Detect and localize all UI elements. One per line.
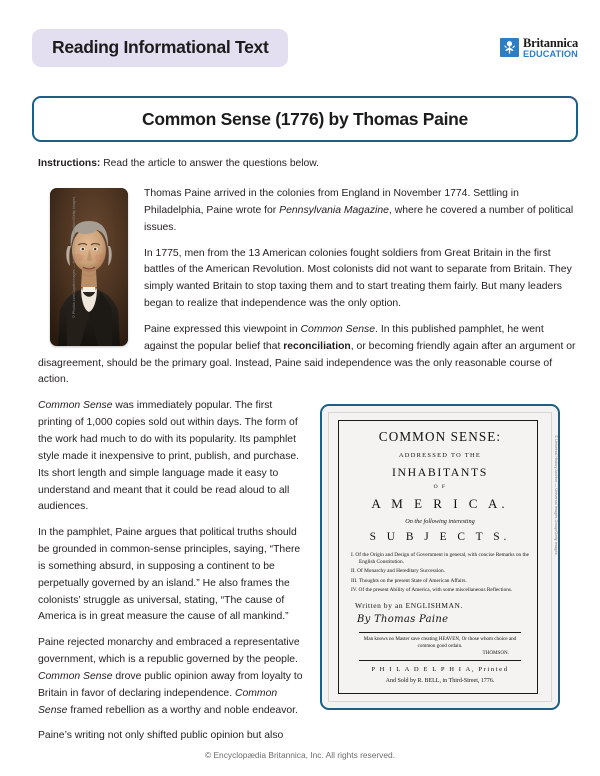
pamphlet-america: A M E R I C A. [371, 496, 509, 512]
pamphlet-credit: © Universal History Archive — Universal Images Group/Getty Images [554, 435, 560, 555]
pamphlet-title: COMMON SENSE: [378, 429, 502, 445]
pamphlet-city: P H I L A D E L P H I A, Printed [371, 666, 509, 674]
brand-wordmark [523, 37, 578, 60]
pamphlet-of: O F [433, 484, 447, 491]
pamphlet-subjects: S U B J E C T S. [369, 531, 511, 544]
pamphlet-subject-item: IV. Of the present Ability of America, with some miscellaneous Reflections. [351, 587, 513, 594]
pamphlet-subject-item: III. Thoughts on the present State of American Affairs. [351, 577, 467, 584]
pamphlet-addressed: ADDRESSED TO THE [398, 451, 482, 459]
pamphlet-epigraph-attribution: THOMSON. [482, 650, 509, 657]
portrait-credit: © Photos.com/Jupiterimages — Hulton Fine Art Collection/Getty Images [72, 196, 77, 318]
britannica-education-logo [500, 37, 578, 60]
category-pill: Reading Informational Text [32, 29, 288, 66]
pamphlet-inhabitants: INHABITANTS [392, 465, 488, 480]
instructions-label: Instructions: [38, 158, 101, 169]
pamphlet-sold-by: And Sold by R. BELL, in Third-Street, 1776. [385, 677, 495, 684]
instructions-line [38, 157, 319, 171]
article-paragraph: In the pamphlet, Paine argues that political truths should be grounded in common-sense principles, saying, “There is something absurd, in supposing a continent to be perpetually governed by an island.” He also frames the colonists’ struggle as universal, stating, “The cause of America is in great measure the cause of all mankind.” [38, 527, 301, 623]
pamphlet-epigraph [355, 636, 525, 658]
pamphlet-title-page [328, 412, 552, 701]
article-paragraph: Paine’s writing not only shifted public opinion but also [38, 730, 284, 742]
pamphlet-divider-bottom [359, 660, 521, 661]
pamphlet-divider-top [359, 632, 521, 633]
pamphlet-image-frame [320, 404, 560, 709]
article-paragraph: Paine rejected monarchy and embraced a representative government, which is a republic governed by the people. Common Sense drove public opinion away from loyalty to Britain in favor of declaring independence. Common Sense framed rebellion as a worthy and noble endeavor. [38, 637, 303, 716]
portrait-figure [38, 188, 130, 346]
article-body [38, 186, 578, 754]
page-title: Common Sense (1776) by Thomas Paine [142, 108, 468, 129]
article-paragraph: In 1775, men from the 13 American colonies fought soldiers from Great Britain in the first battles of the American Revolution. Most colonists did not want to separate from Britain. They simply wanted Britain to stop taxing them and to start treating them fairly. But many leaders began to realize that independence was the only option. [144, 247, 572, 310]
pamphlet-following: On the following interesting [405, 518, 475, 526]
pamphlet-epigraph-text: Man knows no Master save creating HEAVEN, Or those whom choice and common good ordain. [363, 635, 517, 649]
thistle-logo-icon [500, 38, 519, 57]
article-paragraph: Thomas Paine arrived in the colonies from England in November 1774. Settling in Philadelphia, Paine wrote for Pennsylvania Magazine, where he covered a number of political issues. [144, 188, 574, 233]
article-paragraph: Paine expressed this viewpoint in Common Sense. In this published pamphlet, he went against the popular belief that reconciliation, or becoming friendly again after an argument or disagreement, should be the primary goal. Instead, Paine said independence was the only reasonable course of action. [38, 323, 576, 386]
footer-copyright: © Encyclopædia Britannica, Inc. All rights reserved. [204, 750, 396, 760]
brand-subtitle: EDUCATION [523, 49, 578, 60]
thomas-paine-portrait-image [50, 188, 128, 346]
article-title-box [32, 96, 578, 142]
pamphlet-signature: By Thomas Paine [357, 614, 449, 626]
brand-name: Britannica [523, 35, 578, 50]
pamphlet-figure [320, 404, 578, 709]
pamphlet-written-by: Written by an ENGLISHMAN. [355, 601, 463, 611]
pamphlet-subject-item: I. Of the Origin and Design of Government in general, with concise Remarks on the English Constitution. [351, 551, 529, 565]
header [0, 26, 600, 70]
instructions-text: Read the article to answer the questions below. [100, 158, 320, 169]
pamphlet-subject-item: II. Of Monarchy and Hereditary Succession. [351, 568, 445, 575]
article-paragraph: Common Sense was immediately popular. The first printing of 1,000 copies sold out within days. The form of the work had much to do with its popularity. Its pamphlet style made it inexpensive to print, publish, and purchase. Its short length and simple language made it easy to understand and meant that it could be read aloud to all audiences. [38, 400, 300, 513]
